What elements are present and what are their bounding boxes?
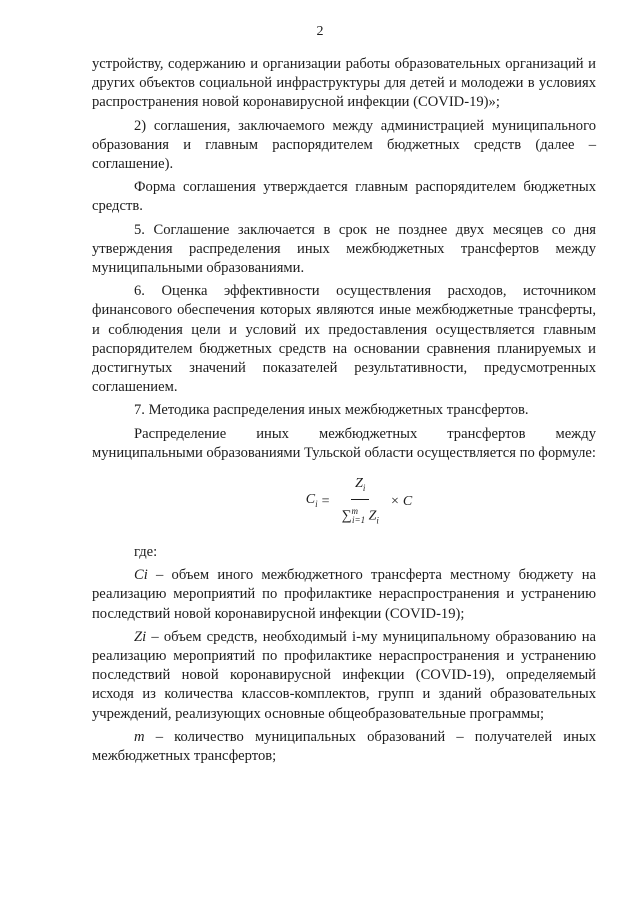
definition-zi-text: – объем средств, необходимый i-му муниципальному образованию на реализацию мероприятий по профилактике нераспространения и устранению последствий новой коронавирусной инфекции (COVID-19), определяемый исходя из количества классов-комплектов, групп и зданий образовательных учреждений, реализующих основные общеобразовательные программы; bbox=[92, 628, 596, 722]
variable-zi: Zi bbox=[134, 628, 147, 645]
paragraph-agreement-item: 2) соглашения, заключаемого между администрацией муниципального образования и главным распорядителем бюджетных средств (далее – соглашение). bbox=[92, 117, 596, 173]
definition-ci-text: – объем иного межбюджетного трансферта местному бюджету на реализацию мероприятий по профилактике нераспространения и устранению последствий новой коронавирусной инфекции (COVID-19); bbox=[92, 567, 596, 622]
distribution-formula bbox=[122, 469, 596, 535]
formula-equals: = bbox=[321, 494, 330, 510]
paragraph-item-7: 7. Методика распределения иных межбюджетных трансфертов. bbox=[134, 402, 529, 419]
formula-fraction bbox=[338, 474, 383, 531]
paragraph-item-5: 5. Соглашение заключается в срок не позднее двух месяцев со дня утверждения распределения иных межбюджетных трансфертов между муниципальными образованиями. bbox=[92, 221, 596, 277]
definition-zi bbox=[92, 628, 596, 724]
definition-m-text: – количество муниципальных образований – получателей иных межбюджетных трансфертов; bbox=[92, 728, 596, 765]
formula-times: × bbox=[390, 494, 399, 510]
paragraph-distribution: Распределение иных межбюджетных трансфертов между муниципальными образованиями Тульской области осуществляется по формуле: bbox=[92, 425, 596, 461]
document-body bbox=[92, 55, 596, 770]
variable-m: m bbox=[134, 728, 145, 745]
formula-rhs: C bbox=[402, 494, 413, 510]
paragraph-agreement-form: Форма соглашения утверждается главным распорядителем бюджетных средств. bbox=[92, 179, 596, 215]
formula-denominator: ∑$^m_{i=1}$ $Z_i$ bbox=[341, 505, 379, 526]
paragraph-where: где: bbox=[134, 544, 158, 561]
variable-ci: Ci bbox=[134, 567, 148, 584]
page-number: 2 bbox=[316, 24, 324, 39]
paragraph-continuation: устройству, содержанию и организации работы образовательных организаций и других объектов социальной инфраструктуры для детей и молодежи в условиях распространения новой коронавирусной инфекции (COVID-19)»; bbox=[92, 56, 596, 111]
definition-m bbox=[92, 728, 596, 766]
definition-ci bbox=[92, 566, 596, 624]
paragraph-item-6: 6. Оценка эффективности осуществления расходов, источником финансового обеспечения которых являются иные межбюджетные трансферты, и соблюдения цели и условий их предоставления осуществляется главным распорядителем бюджетных средств на основании сравнения планируемых и достигнутых значений показателей результативности, предусмотренных соглашением. bbox=[92, 283, 596, 396]
formula-numerator: $Z_i$ bbox=[351, 474, 369, 500]
formula-lhs: $C_i$ bbox=[305, 492, 318, 509]
